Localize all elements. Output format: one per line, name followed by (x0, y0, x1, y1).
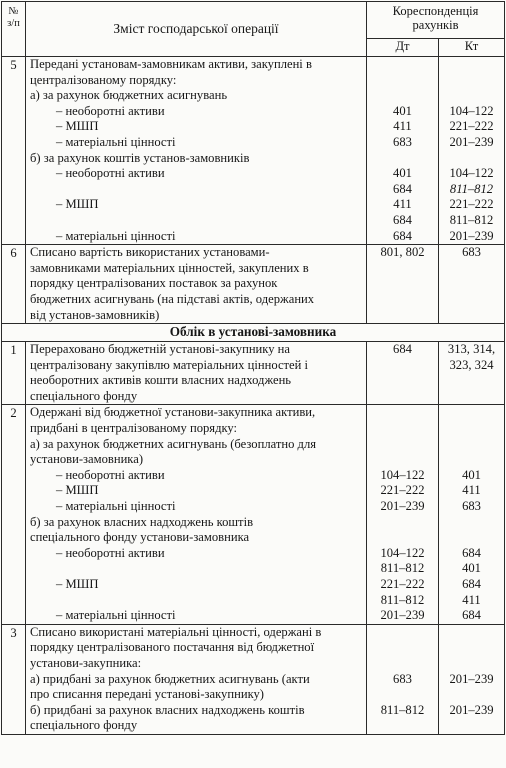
description-line: бюджетних асигнувань (на підставі актів, одержаних (30, 291, 315, 306)
debit-account (367, 276, 438, 292)
operation-description (26, 245, 367, 324)
description-line: – матеріальні цінності (56, 134, 176, 149)
description-line: а) за рахунок бюджетних асигнувань (безоплатно для (30, 436, 317, 451)
debit-account (367, 73, 438, 89)
section-title: Облік в установі-замовника (2, 324, 505, 342)
credit-account (439, 640, 504, 656)
debit-account (367, 452, 438, 468)
credit-cell (439, 245, 505, 324)
credit-account: 401 (462, 561, 481, 576)
description-line: б) за рахунок коштів установ-замовників (30, 150, 250, 165)
debit-account: 811–812 (380, 702, 425, 717)
debit-account (367, 292, 438, 308)
header-credit: Кт (439, 39, 505, 57)
description-line: Одержані від бюджетної установи-закупника активи, (30, 405, 316, 420)
description-line: порядку централізованих поставок за рахунок (30, 276, 278, 291)
debit-account: 801, 802 (380, 245, 425, 260)
credit-account (439, 530, 504, 546)
credit-account: 104–122 (449, 103, 494, 118)
description-line: централізовану закупівлю матеріальних цінностей і (30, 357, 309, 372)
debit-account: 683 (393, 671, 412, 686)
debit-account: 411 (393, 119, 412, 134)
header-correspondence-line1: Кореспонденція (392, 4, 479, 18)
credit-account (439, 261, 504, 277)
credit-account (439, 656, 504, 672)
description-line: – необоротні активи (56, 545, 165, 560)
accounting-table (1, 1, 505, 735)
description-line: Списано вартість використаних установами- (30, 245, 270, 260)
debit-account (367, 88, 438, 104)
description-line (30, 182, 364, 198)
credit-account (439, 308, 504, 324)
credit-cell (439, 57, 505, 245)
table-body-part2 (2, 342, 505, 735)
debit-account: 221–222 (380, 577, 425, 591)
debit-account (367, 640, 438, 656)
operation-description (26, 57, 367, 245)
debit-account: 104–122 (380, 545, 425, 560)
description-line: замовниками матеріальних цінностей, закуплених в (30, 260, 309, 275)
debit-account (367, 57, 438, 73)
debit-account: 201–239 (380, 499, 425, 514)
debit-account (367, 151, 438, 167)
table-body-part1 (2, 57, 505, 324)
debit-account (367, 687, 438, 703)
credit-account (439, 625, 504, 641)
description-line: Перераховано бюджетній установі-закупнику на (30, 342, 291, 357)
description-line: а) за рахунок бюджетних асигнувань (30, 88, 228, 103)
debit-account (367, 421, 438, 437)
row-number: 2 (2, 405, 26, 624)
header-number-line2: з/п (7, 18, 20, 29)
description-line (30, 561, 364, 577)
debit-account: 684 (393, 342, 412, 357)
debit-cell (367, 245, 439, 324)
table-row (2, 342, 505, 405)
debit-account (367, 718, 438, 734)
description-line: – МШП (56, 197, 99, 212)
credit-account: 104–122 (449, 166, 494, 181)
credit-account (439, 437, 504, 453)
debit-cell (367, 624, 439, 734)
operation-description (26, 342, 367, 405)
credit-cell (439, 624, 505, 734)
description-line (30, 213, 364, 229)
description-line: спеціального фонду установи-замовника (30, 530, 250, 545)
credit-account (439, 389, 504, 405)
description-line: про списання передані установі-закупнику) (30, 687, 264, 702)
credit-account: 411 (462, 483, 481, 498)
debit-account: 811–812 (380, 592, 425, 607)
table-row (2, 405, 505, 624)
debit-account: 683 (393, 134, 412, 149)
description-line: – необоротні активи (56, 467, 165, 482)
credit-cell (439, 342, 505, 405)
credit-account (439, 515, 504, 531)
header-correspondence-line2: рахунків (412, 18, 459, 32)
debit-account: 684 (393, 212, 412, 227)
credit-account: 201–239 (449, 134, 494, 149)
credit-account: 684 (462, 545, 481, 560)
header-operation: Зміст господарської операції (26, 2, 367, 57)
debit-account: 401 (393, 166, 412, 181)
description-line: установи-замовника) (30, 452, 144, 467)
debit-account: 684 (393, 228, 412, 243)
debit-account: 811–812 (380, 561, 425, 576)
operation-description (26, 624, 367, 734)
credit-account: 201–239 (449, 702, 494, 717)
credit-account (439, 88, 504, 104)
description-line (30, 593, 364, 609)
description-line: придбані в централізованому порядку: (30, 421, 238, 436)
operation-description (26, 405, 367, 624)
description-line: централізованому порядку: (30, 72, 177, 87)
table-row (2, 57, 505, 245)
section-divider (2, 324, 505, 342)
description-line: Передані установам-замовникам активи, закуплені в (30, 57, 312, 71)
credit-account (439, 373, 504, 389)
debit-account: 221–222 (380, 483, 425, 498)
credit-account (439, 687, 504, 703)
row-number: 1 (2, 342, 26, 405)
description-line: а) придбані за рахунок бюджетних асигнувань (акти (30, 671, 310, 686)
debit-account (367, 656, 438, 672)
description-line: – необоротні активи (56, 166, 165, 181)
credit-account (439, 292, 504, 308)
debit-account (367, 373, 438, 389)
credit-account (439, 151, 504, 167)
header-debit: Дт (367, 39, 439, 57)
description-line: установи-закупника: (30, 655, 142, 670)
description-line: – матеріальні цінності (56, 608, 176, 623)
debit-account (367, 389, 438, 405)
description-line: б) придбані за рахунок власних надходжень коштів (30, 702, 305, 717)
description-line: – матеріальні цінності (56, 499, 176, 514)
credit-account: 683 (462, 245, 481, 260)
description-line: – МШП (56, 119, 99, 134)
description-line: – МШП (56, 483, 99, 498)
credit-account: 201–239 (449, 671, 494, 686)
row-number: 3 (2, 624, 26, 734)
description-line: порядку централізованого постачання від бюджетної (30, 640, 315, 655)
debit-account: 104–122 (380, 467, 425, 482)
credit-account (439, 421, 504, 437)
credit-account: 811–812 (449, 181, 494, 196)
credit-account (439, 718, 504, 734)
credit-account: 313, 314, (447, 342, 496, 357)
credit-account: 411 (462, 592, 481, 607)
debit-account (367, 530, 438, 546)
debit-cell (367, 405, 439, 624)
row-number: 5 (2, 57, 26, 245)
description-line: – необоротні активи (56, 103, 165, 118)
credit-account: 683 (462, 499, 481, 514)
credit-account (439, 73, 504, 89)
description-line: – матеріальні цінності (56, 228, 176, 243)
description-line: необоротних активів кошти власних надходжень (30, 373, 292, 388)
description-line: спеціального фонду (30, 718, 138, 733)
debit-cell (367, 342, 439, 405)
credit-account (439, 405, 504, 421)
table-row (2, 624, 505, 734)
description-line: спеціального фонду (30, 388, 138, 403)
debit-account: 684 (393, 181, 412, 196)
header-correspondence (367, 2, 505, 39)
credit-account (439, 57, 504, 73)
debit-cell (367, 57, 439, 245)
debit-account (367, 308, 438, 324)
header-number (2, 2, 26, 57)
credit-account: 811–812 (449, 212, 494, 227)
description-line: – МШП (56, 577, 99, 591)
credit-cell (439, 405, 505, 624)
debit-account (367, 515, 438, 531)
debit-account (367, 437, 438, 453)
debit-account (367, 261, 438, 277)
debit-account (367, 358, 438, 374)
debit-account (367, 405, 438, 421)
debit-account (367, 625, 438, 641)
header-number-line1: № (8, 6, 19, 17)
description-line: б) за рахунок власних надходжень коштів (30, 514, 254, 529)
description-line: Списано використані матеріальні цінності, одержані в (30, 624, 322, 639)
credit-account: 323, 324 (449, 357, 494, 372)
table-row (2, 245, 505, 324)
row-number: 6 (2, 245, 26, 324)
credit-account: 401 (462, 467, 481, 482)
credit-account: 221–222 (449, 119, 494, 134)
credit-account: 201–239 (449, 228, 494, 243)
credit-account: 684 (462, 577, 481, 591)
credit-account: 221–222 (449, 197, 494, 212)
credit-account (439, 452, 504, 468)
debit-account: 411 (393, 197, 412, 212)
credit-account: 684 (462, 608, 481, 623)
description-line: від установ-замовників) (30, 307, 160, 322)
debit-account: 201–239 (380, 608, 425, 623)
debit-account: 401 (393, 103, 412, 118)
credit-account (439, 276, 504, 292)
